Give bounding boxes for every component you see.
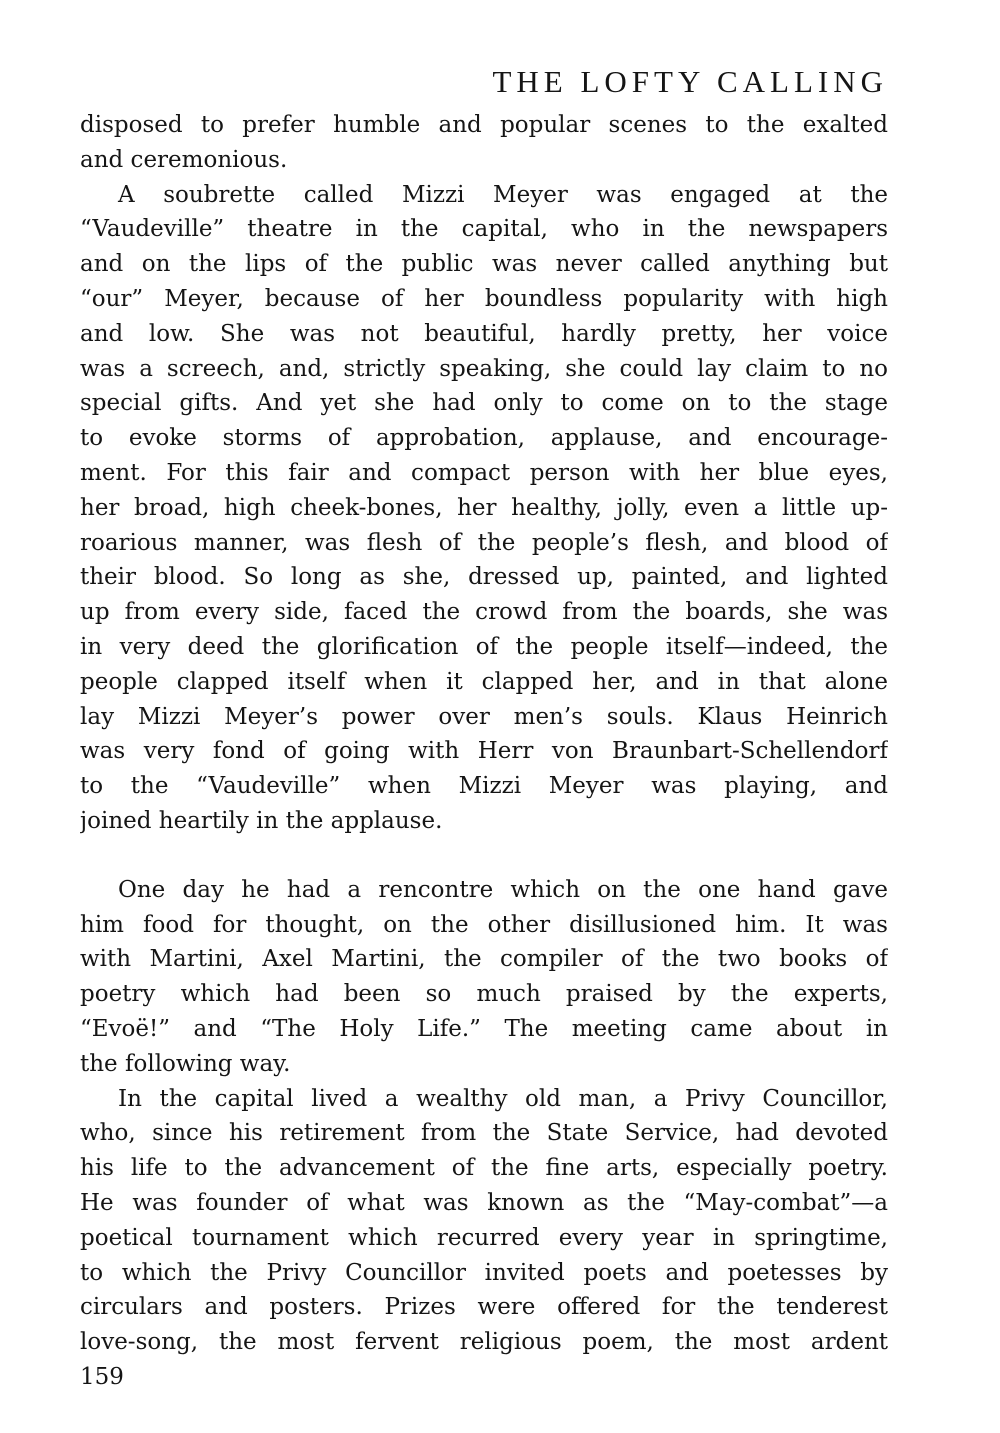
- text-line: to evoke storms of approbation, applause, and encourage-: [80, 425, 888, 452]
- text-line: his life to the advancement of the fine arts, especially poetry.: [80, 1155, 888, 1182]
- text-line: ment. For this fair and compact person with her blue eyes,: [80, 459, 888, 486]
- text-line: poetical tournament which recurred every year in springtime,: [80, 1224, 888, 1251]
- text-line: “our” Meyer, because of her boundless popularity with high: [80, 285, 888, 312]
- text-line: the following way.: [80, 1050, 291, 1077]
- paragraph-privy-councillor: [80, 1082, 888, 1360]
- text-line: was very fond of going with Herr von Braunbart-Schellendorf: [80, 738, 888, 765]
- text-line: In the capital lived a wealthy old man, a Privy Councillor,: [118, 1085, 888, 1112]
- paragraph-continuation: [80, 108, 888, 178]
- text-line: He was founder of what was known as the “May-combat”—a: [80, 1189, 888, 1216]
- text-line: and low. She was not beautiful, hardly pretty, her voice: [80, 320, 888, 347]
- running-head: THE LOFTY CALLING: [492, 64, 888, 99]
- text-line: and on the lips of the public was never called anything but: [80, 251, 888, 278]
- text-line: roarious manner, was flesh of the people’s flesh, and blood of: [80, 529, 888, 556]
- text-line: love-song, the most fervent religious poem, the most ardent: [80, 1329, 888, 1356]
- paragraph-mizzi-meyer: [80, 178, 888, 839]
- text-line: to which the Privy Councillor invited poets and poetesses by: [80, 1259, 888, 1286]
- page-number: 159: [80, 1363, 124, 1390]
- text-line: lay Mizzi Meyer’s power over men’s souls. Klaus Heinrich: [80, 703, 888, 730]
- text-line: people clapped itself when it clapped her, and in that alone: [80, 668, 888, 695]
- text-line: “Evoë!” and “The Holy Life.” The meeting came about in: [80, 1015, 888, 1042]
- page-content: [80, 62, 888, 1395]
- text-line: One day he had a rencontre which on the one hand gave: [118, 876, 888, 903]
- text-line: who, since his retirement from the State Service, had devoted: [80, 1120, 888, 1147]
- text-line: special gifts. And yet she had only to come on to the stage: [80, 390, 888, 417]
- text-line: with Martini, Axel Martini, the compiler of the two books of: [80, 946, 888, 973]
- text-line: to the “Vaudeville” when Mizzi Meyer was playing, and: [80, 773, 888, 800]
- text-line: up from every side, faced the crowd from the boards, she was: [80, 599, 888, 626]
- text-line: joined heartily in the applause.: [80, 807, 443, 834]
- text-line: their blood. So long as she, dressed up, painted, and lighted: [80, 564, 888, 591]
- text-line: and ceremonious.: [80, 146, 288, 173]
- text-line: him food for thought, on the other disillusioned him. It was: [80, 911, 888, 938]
- text-line: was a screech, and, strictly speaking, she could lay claim to no: [80, 355, 888, 382]
- text-line: disposed to prefer humble and popular scenes to the exalted: [80, 112, 888, 138]
- text-line: in very deed the glorification of the people itself—indeed, the: [80, 633, 888, 660]
- body-text: [80, 108, 888, 1395]
- paragraph-martini-meeting: [80, 873, 888, 1082]
- text-line: “Vaudeville” theatre in the capital, who in the newspapers: [80, 216, 888, 243]
- text-line: A soubrette called Mizzi Meyer was engaged at the: [118, 181, 888, 208]
- text-line: her broad, high cheek-bones, her healthy, jolly, even a little up-: [80, 494, 888, 521]
- text-line: circulars and posters. Prizes were offered for the tenderest: [80, 1294, 888, 1321]
- section-break: [80, 839, 888, 873]
- text-line: poetry which had been so much praised by the experts,: [80, 981, 888, 1008]
